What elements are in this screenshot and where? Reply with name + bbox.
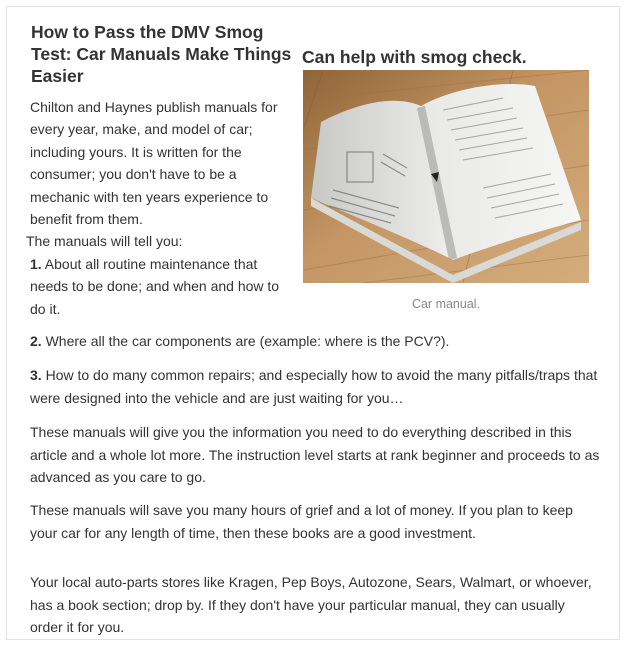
car-manual-photo: [303, 70, 589, 283]
open-car-manual-photo: [303, 70, 589, 283]
body-paragraph: These manuals will save you many hours of grief and a lot of money. If you plan to keep your car for any length of time, then these books are a good investment.: [30, 502, 573, 541]
list-item-number: 3.: [30, 367, 42, 384]
list-item-text: About all routine maintenance that needs to be done; and when and how to do it.: [30, 255, 280, 317]
list-item-2: [30, 330, 600, 352]
image-caption: Car manual.: [411, 297, 481, 311]
list-item-number: 1.: [30, 255, 42, 272]
intro-paragraph: Chilton and Haynes publish manuals for every year, make, and model of car; including yours. It is written for the consumer; you don't have to be a mechanic with ten years experience to benefit from them.: [30, 99, 278, 228]
body-paragraph: Your local auto-parts stores like Kragen, Pep Boys, Autozone, Sears, Walmart, or whoever, has a book section; drop by. If they don't have your particular manual, they can usually order it for you.: [30, 574, 592, 636]
list-item-3: [30, 364, 600, 409]
body-paragraph: These manuals will give you the information you need to do everything described in this article and a whole lot more. The instruction level starts at rank beginner and proceeds to as advanced as you care to go.: [30, 424, 600, 486]
aside-heading: Can help with smog check.: [302, 47, 527, 67]
list-intro: The manuals will tell you:: [26, 233, 183, 250]
article-title: How to Pass the DMV Smog Test: Car Manuals Make Things Easier: [31, 22, 292, 86]
aside-image-block: [302, 45, 592, 311]
list-item-text: How to do many common repairs; and especially how to avoid the many pitfalls/traps that were designed into the vehicle and are just waiting for you…: [30, 367, 598, 406]
list-item-text: Where all the car components are (example: where is the PCV?).: [41, 333, 450, 349]
intro-column: [26, 96, 288, 320]
list-item-1: [30, 253, 288, 320]
list-item-number: 2.: [30, 333, 42, 349]
article-body: [30, 330, 600, 638]
